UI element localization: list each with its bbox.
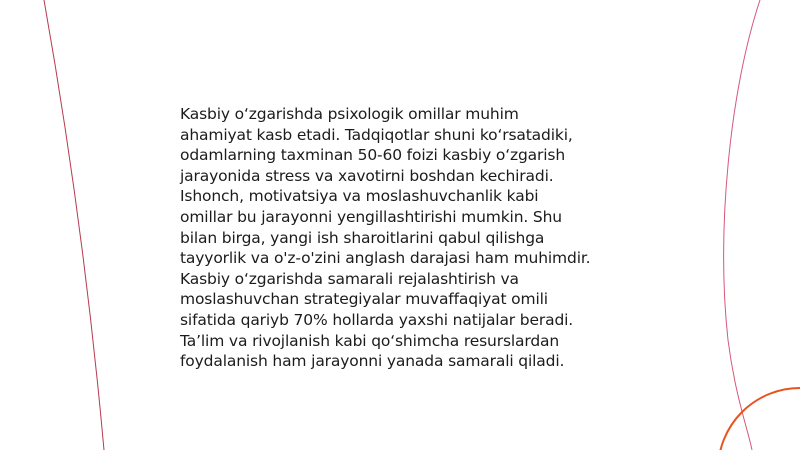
text-line: Ishonch, motivatsiya va moslashuvchanlik kabi <box>180 187 539 206</box>
right-arc-decoration <box>724 0 760 450</box>
text-line: bilan birga, yangi ish sharoitlarini qabul qilishga <box>180 228 545 247</box>
text-line: jarayonida stress va xavotirni boshdan kechiradi. <box>180 166 554 185</box>
text-line: Ta’lim va rivojlanish kabi qo‘shimcha resurslardan <box>180 331 560 350</box>
text-line: omillar bu jarayonni yengillashtirishi mumkin. Shu <box>180 207 562 226</box>
text-line: Kasbiy o‘zgarishda psixologik omillar muhim <box>180 105 519 123</box>
text-line: moslashuvchan strategiyalar muvaffaqiyat omili <box>180 290 548 309</box>
text-line: Kasbiy o‘zgarishda samarali rejalashtirish va <box>180 269 519 288</box>
text-line: odamlarning taxminan 50-60 foizi kasbiy o‘zgarish <box>180 146 565 165</box>
text-line: foydalanish ham jarayonni yanada samarali qiladi. <box>180 352 565 371</box>
text-line: sifatida qariyb 70% hollarda yaxshi natijalar beradi. <box>180 310 574 329</box>
orange-circle-decoration <box>718 388 800 450</box>
text-line: tayyorlik va o'z-o'zini anglash darajasi ham muhimdir. <box>180 249 591 268</box>
text-line: ahamiyat kasb etadi. Tadqiqotlar shuni ko‘rsatadiki, <box>180 125 573 144</box>
left-arc-decoration <box>44 0 104 450</box>
body-paragraph <box>180 104 630 372</box>
